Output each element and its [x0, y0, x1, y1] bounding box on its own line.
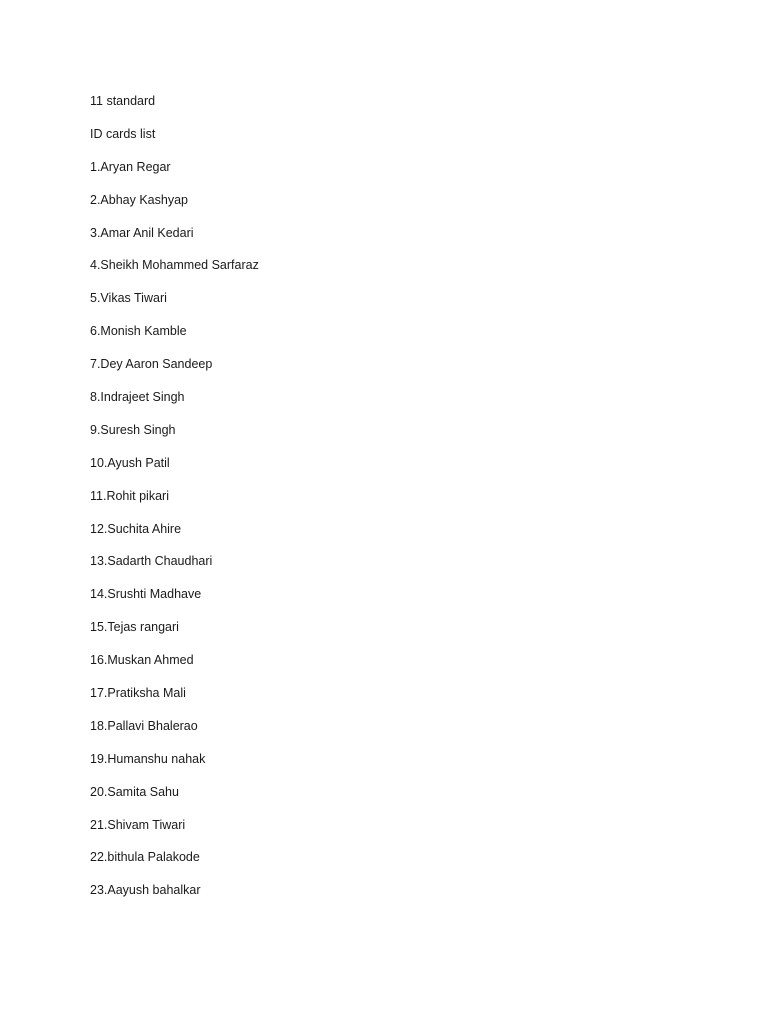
list-item: 12.Suchita Ahire [90, 521, 182, 536]
list-item: 17.Pratiksha Mali [90, 686, 186, 701]
list-item: 1.Aryan Regar [90, 159, 171, 174]
list-item: 13.Sadarth Chaudhari [90, 554, 213, 569]
list-item: 23.Aayush bahalkar [90, 883, 201, 898]
list-item: 9.Suresh Singh [90, 422, 176, 437]
list-item: 8.Indrajeet Singh [90, 390, 185, 405]
list-item: 21.Shivam Tiwari [90, 817, 186, 832]
list-item: 3.Amar Anil Kedari [90, 225, 194, 240]
list-item: 22.bithula Palakode [90, 850, 200, 865]
document-heading: 11 standard [90, 94, 156, 108]
list-item: 19.Humanshu nahak [90, 751, 206, 766]
list-item: 7.Dey Aaron Sandeep [90, 357, 213, 372]
list-item: 16.Muskan Ahmed [90, 653, 194, 668]
list-item: 4.Sheikh Mohammed Sarfaraz [90, 258, 259, 273]
list-item: 14.Srushti Madhave [90, 587, 202, 602]
list-item: 5.Vikas Tiwari [90, 291, 167, 306]
document-subheading: ID cards list [90, 126, 156, 141]
list-item: 20.Samita Sahu [90, 784, 179, 799]
list-item: 15.Tejas rangari [90, 620, 179, 635]
list-item: 11.Rohit pikari [90, 488, 169, 503]
list-item: 2.Abhay Kashyap [90, 192, 188, 207]
list-item: 18.Pallavi Bhalerao [90, 718, 198, 733]
list-item: 10.Ayush Patil [90, 455, 170, 470]
list-item: 6.Monish Kamble [90, 324, 187, 339]
document-body [90, 92, 259, 914]
